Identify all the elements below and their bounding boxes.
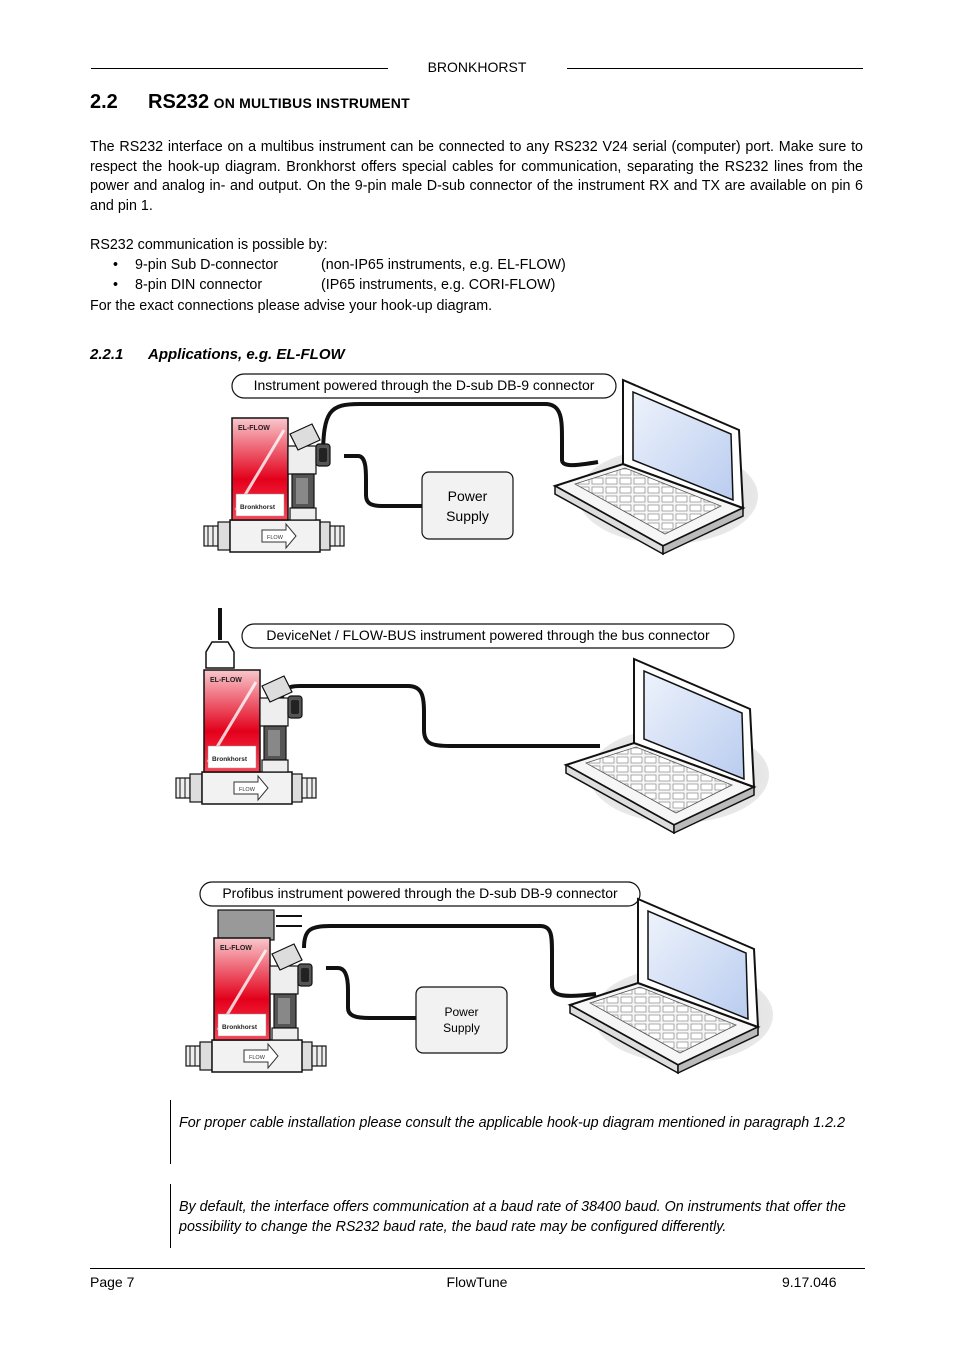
bullet-connector: 9-pin Sub D-connector (135, 257, 279, 273)
footer-page: Page 7 (90, 1274, 135, 1290)
subsection-title: Applications, e.g. EL-FLOW (148, 346, 345, 363)
header-company: BRONKHORST (427, 59, 527, 75)
power-supply-label (416, 1004, 507, 1036)
advise-text: For the exact connections please advise your hook-up diagram. (90, 298, 493, 314)
warning-note: For proper cable installation please consult the applicable hook-up diagram mentioned in paragraph 1.2.2 (179, 1115, 846, 1131)
power-supply-label (422, 486, 513, 526)
tip-note: By default, the interface offers communication at a baud rate of 38400 baud. On instruments that offer the possibility to change the RS232 baud rate, the baud rate may be configured differently. (179, 1199, 846, 1235)
bullet-note: (non-IP65 instruments, e.g. EL-FLOW) (321, 257, 566, 273)
diagram-3-caption: Profibus instrument powered through the D-sub DB-9 connector (222, 885, 618, 901)
warning-note-bar (170, 1100, 171, 1164)
footer-title: FlowTune (446, 1274, 508, 1290)
footer-doc-number: 9.17.046 (782, 1274, 837, 1290)
comm-intro: RS232 communication is possible by: (90, 237, 328, 253)
section-title-main: RS232 (148, 91, 210, 113)
power-supply-line1: Power (444, 1005, 479, 1019)
tip-note-bar (170, 1184, 171, 1248)
intro-paragraph: The RS232 interface on a multibus instrument can be connected to any RS232 V24 serial (computer) port. Make sure to respect the hook-up diagram. Bronkhorst offers special cables for communication, separating the RS232 lines from the power and analog in- and output. On the 9-pin male D-sub connector of the instrument RX and TX are available on pin 6 and pin 1. (90, 139, 863, 214)
diagrams-figure: FLOW EL-FLOW Bronkhorst (0, 0, 954, 1100)
diagram-1-caption: Instrument powered through the D-sub DB-9 connector (253, 377, 595, 393)
bullet-dot: • (113, 257, 119, 273)
subsection-number: 2.2.1 (90, 346, 124, 363)
power-supply-line2: Supply (443, 1021, 480, 1035)
diagram-2-caption: DeviceNet / FLOW-BUS instrument powered through the bus connector (266, 627, 710, 643)
diagram-3 (186, 882, 773, 1073)
power-supply-line2: Supply (446, 508, 489, 524)
footer-rule (90, 1268, 865, 1269)
section-title-rest: ON MULTIBUS INSTRUMENT (213, 95, 410, 111)
bullet-dot: • (113, 277, 119, 293)
section-number: 2.2 (90, 91, 118, 113)
power-supply-line1: Power (447, 488, 488, 504)
bullet-note: (IP65 instruments, e.g. CORI-FLOW) (321, 277, 556, 293)
bullet-connector: 8-pin DIN connector (135, 277, 263, 293)
diagram-1 (204, 374, 758, 554)
